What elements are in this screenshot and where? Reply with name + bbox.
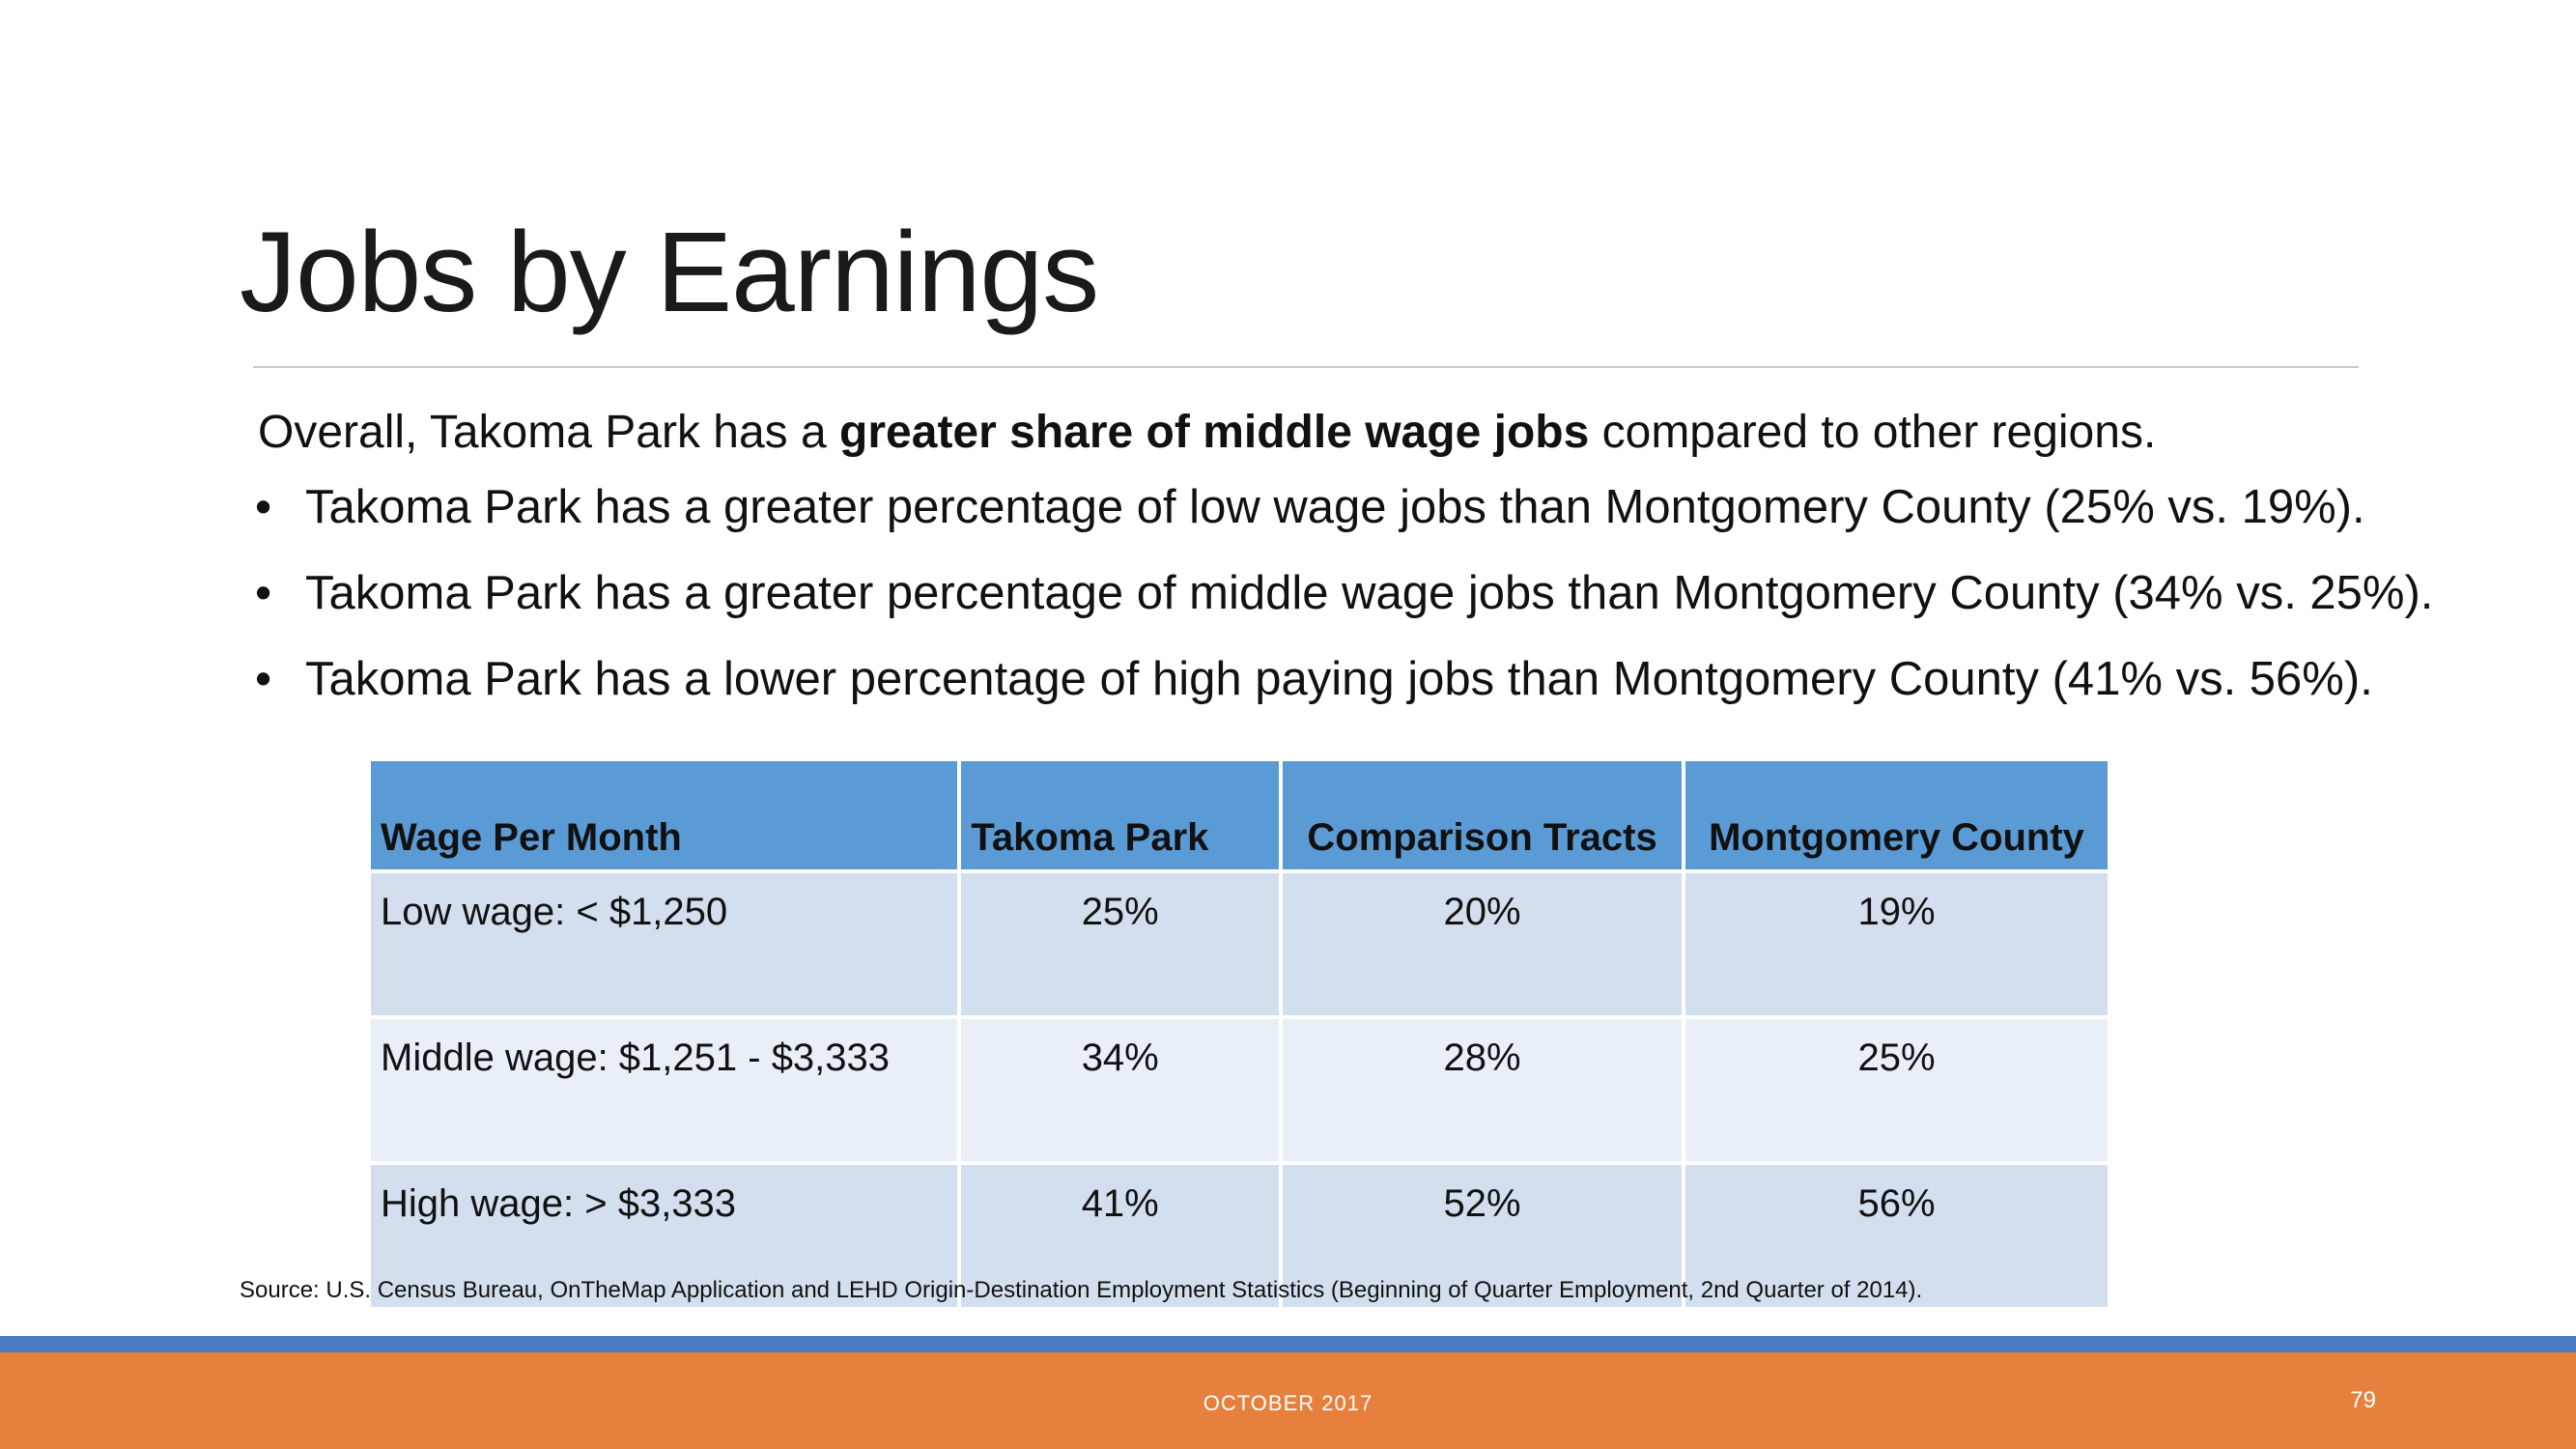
intro-suffix: compared to other regions. — [1589, 407, 2157, 458]
cell-takoma-park: 25% — [961, 873, 1279, 1015]
page-number: 79 — [2350, 1387, 2376, 1413]
intro-text — [258, 404, 2156, 462]
header-comparison-tracts: Comparison Tracts — [1283, 761, 1682, 869]
header-takoma-park: Takoma Park — [961, 761, 1279, 869]
bullet-icon: • — [255, 653, 272, 705]
cell-comparison-tracts: 20% — [1283, 873, 1682, 1015]
intro-bold: greater share of middle wage jobs — [839, 407, 1590, 458]
bullet-item — [253, 478, 2433, 536]
cell-takoma-park: 41% — [961, 1165, 1279, 1307]
title-divider — [253, 366, 2359, 368]
bullet-icon: • — [255, 567, 272, 619]
bullet-text: Takoma Park has a greater percentage of low wage jobs than Montgomery County (25% vs. 19%). — [305, 481, 2365, 533]
slide-title: Jobs by Earnings — [240, 209, 1099, 336]
table-header-row — [371, 761, 2108, 869]
bullet-text: Takoma Park has a lower percentage of high paying jobs than Montgomery County (41% vs. 56%). — [305, 653, 2373, 705]
cell-montgomery-county: 25% — [1685, 1019, 2108, 1161]
bullet-icon: • — [255, 481, 272, 533]
intro-prefix: Overall, Takoma Park has a — [258, 407, 840, 458]
bullet-item — [253, 650, 2433, 708]
row-label: High wage: > $3,333 — [371, 1165, 957, 1307]
footer-band-blue — [0, 1336, 2576, 1352]
source-note: Source: U.S. Census Bureau, OnTheMap Application and LEHD Origin-Destination Employment Statistics (Beginning of Quarter Employment, 2nd Quarter of 2014). — [240, 1277, 1923, 1303]
cell-takoma-park: 34% — [961, 1019, 1279, 1161]
header-wage-per-month: Wage Per Month — [371, 761, 957, 869]
cell-comparison-tracts: 52% — [1283, 1165, 1682, 1307]
footer-date: OCTOBER 2017 — [1203, 1391, 1373, 1415]
bullet-text: Takoma Park has a greater percentage of middle wage jobs than Montgomery County (34% vs. 25%). — [305, 567, 2434, 619]
table-row — [371, 1019, 2108, 1161]
cell-montgomery-county: 19% — [1685, 873, 2108, 1015]
cell-montgomery-county: 56% — [1685, 1165, 2108, 1307]
header-montgomery-county: Montgomery County — [1685, 761, 2108, 869]
cell-comparison-tracts: 28% — [1283, 1019, 1682, 1161]
table-row — [371, 873, 2108, 1015]
row-label: Low wage: < $1,250 — [371, 873, 957, 1015]
wage-table — [367, 757, 2111, 1311]
row-label: Middle wage: $1,251 - $3,333 — [371, 1019, 957, 1161]
bullet-item — [253, 564, 2433, 622]
bullet-list — [253, 478, 2433, 736]
